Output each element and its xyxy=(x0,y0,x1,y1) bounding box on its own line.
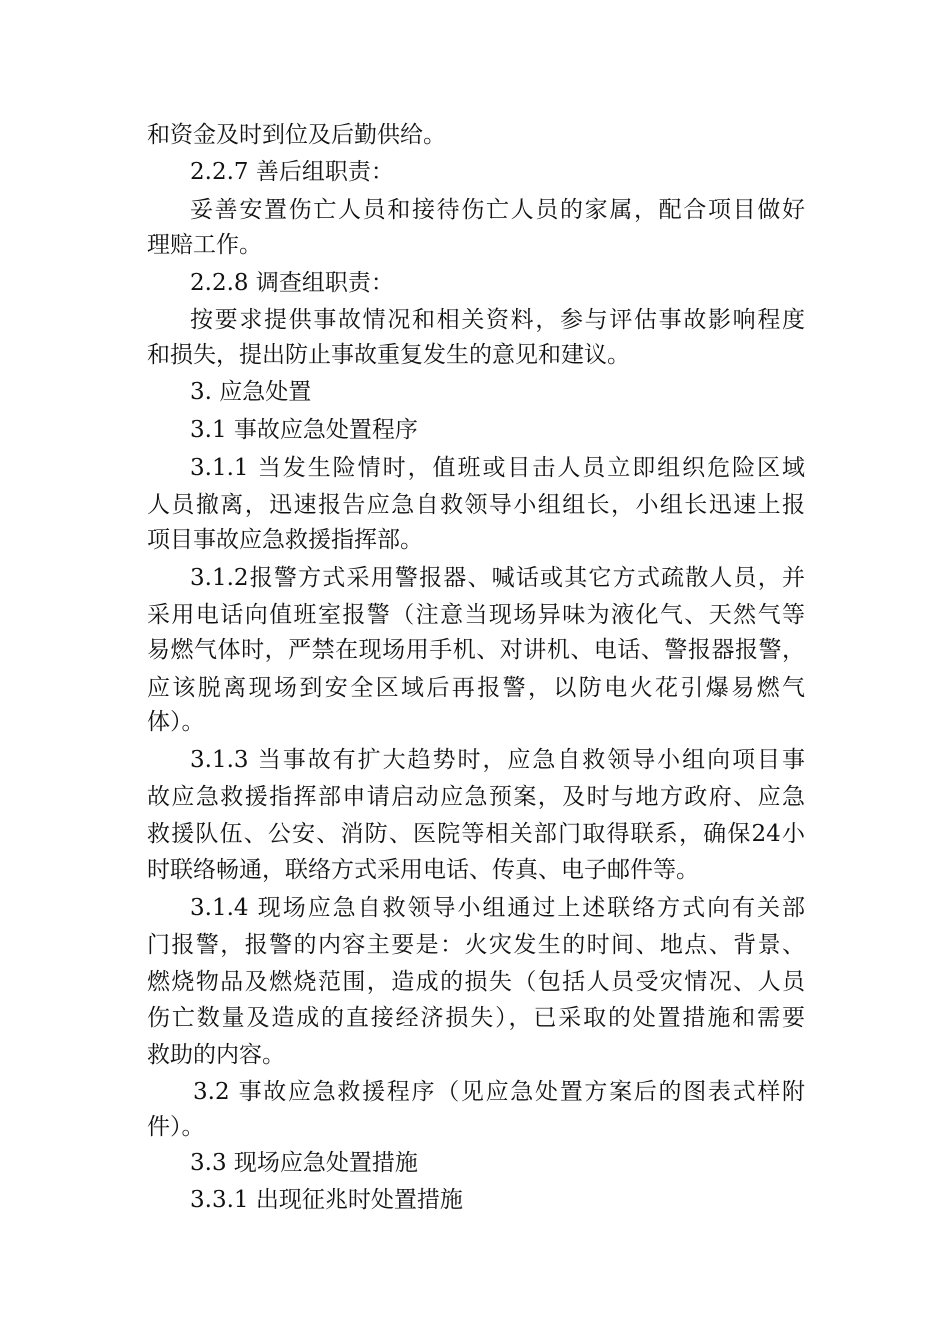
text-line: 伤亡数量及造成的直接经济损失），已采取的处置措施和需要 xyxy=(147,1005,805,1031)
text-line: 3.1.4 现场应急自救领导小组通过上述联络方式向有关部 xyxy=(190,895,805,921)
section-heading: 2.2.7 善后组职责： xyxy=(190,159,394,185)
text-line: 故应急救援指挥部申请启动应急预案，及时与地方政府、应急 xyxy=(147,784,805,810)
text-line: 时联络畅通，联络方式采用电话、传真、电子邮件等。 xyxy=(147,857,699,883)
text-line: 3.1.2报警方式采用警报器、喊话或其它方式疏散人员，并 xyxy=(190,565,805,591)
section-heading: 3.3.1 出现征兆时处置措施 xyxy=(190,1187,463,1213)
text-line: 采用电话向值班室报警（注意当现场异味为液化气、天然气等 xyxy=(147,602,805,628)
text-line: 燃烧物品及燃烧范围，造成的损失（包括人员受灾情况、人员 xyxy=(147,969,805,995)
text-line: 易燃气体时，严禁在现场用手机、对讲机、电话、警报器报警， xyxy=(147,637,805,663)
text-line: 3.2 事故应急救援程序（见应急处置方案后的图表式样附 xyxy=(193,1079,805,1105)
text-line: 体）。 xyxy=(147,709,205,735)
text-line: 救助的内容。 xyxy=(147,1042,285,1068)
section-heading: 2.2.8 调查组职责： xyxy=(190,270,394,296)
section-heading: 3.1 事故应急处置程序 xyxy=(190,417,418,443)
section-heading: 3.3 现场应急处置措施 xyxy=(190,1150,418,1176)
text-line: 项目事故应急救援指挥部。 xyxy=(147,527,423,553)
text-line: 和资金及时到位及后勤供给。 xyxy=(147,122,446,148)
text-line: 妥善安置伤亡人员和接待伤亡人员的家属，配合项目做好 xyxy=(190,197,805,223)
text-line: 救援队伍、公安、消防、医院等相关部门取得联系，确保24小 xyxy=(147,821,805,847)
text-line: 人员撤离，迅速报告应急自救领导小组组长，小组长迅速上报 xyxy=(147,492,805,518)
text-line: 和损失，提出防止事故重复发生的意见和建议。 xyxy=(147,342,630,368)
text-line: 理赔工作。 xyxy=(147,232,262,258)
text-line: 应该脱离现场到安全区域后再报警，以防电火花引爆易燃气 xyxy=(147,675,805,701)
text-line: 3.1.1 当发生险情时，值班或目击人员立即组织危险区域 xyxy=(190,455,805,481)
section-heading: 3. 应急处置 xyxy=(190,379,312,405)
text-line: 件）。 xyxy=(147,1114,205,1140)
text-line: 3.1.3 当事故有扩大趋势时，应急自救领导小组向项目事 xyxy=(190,747,805,773)
text-line: 按要求提供事故情况和相关资料，参与评估事故影响程度 xyxy=(190,307,805,333)
text-line: 门报警，报警的内容主要是：火灾发生的时间、地点、背景、 xyxy=(147,932,805,958)
